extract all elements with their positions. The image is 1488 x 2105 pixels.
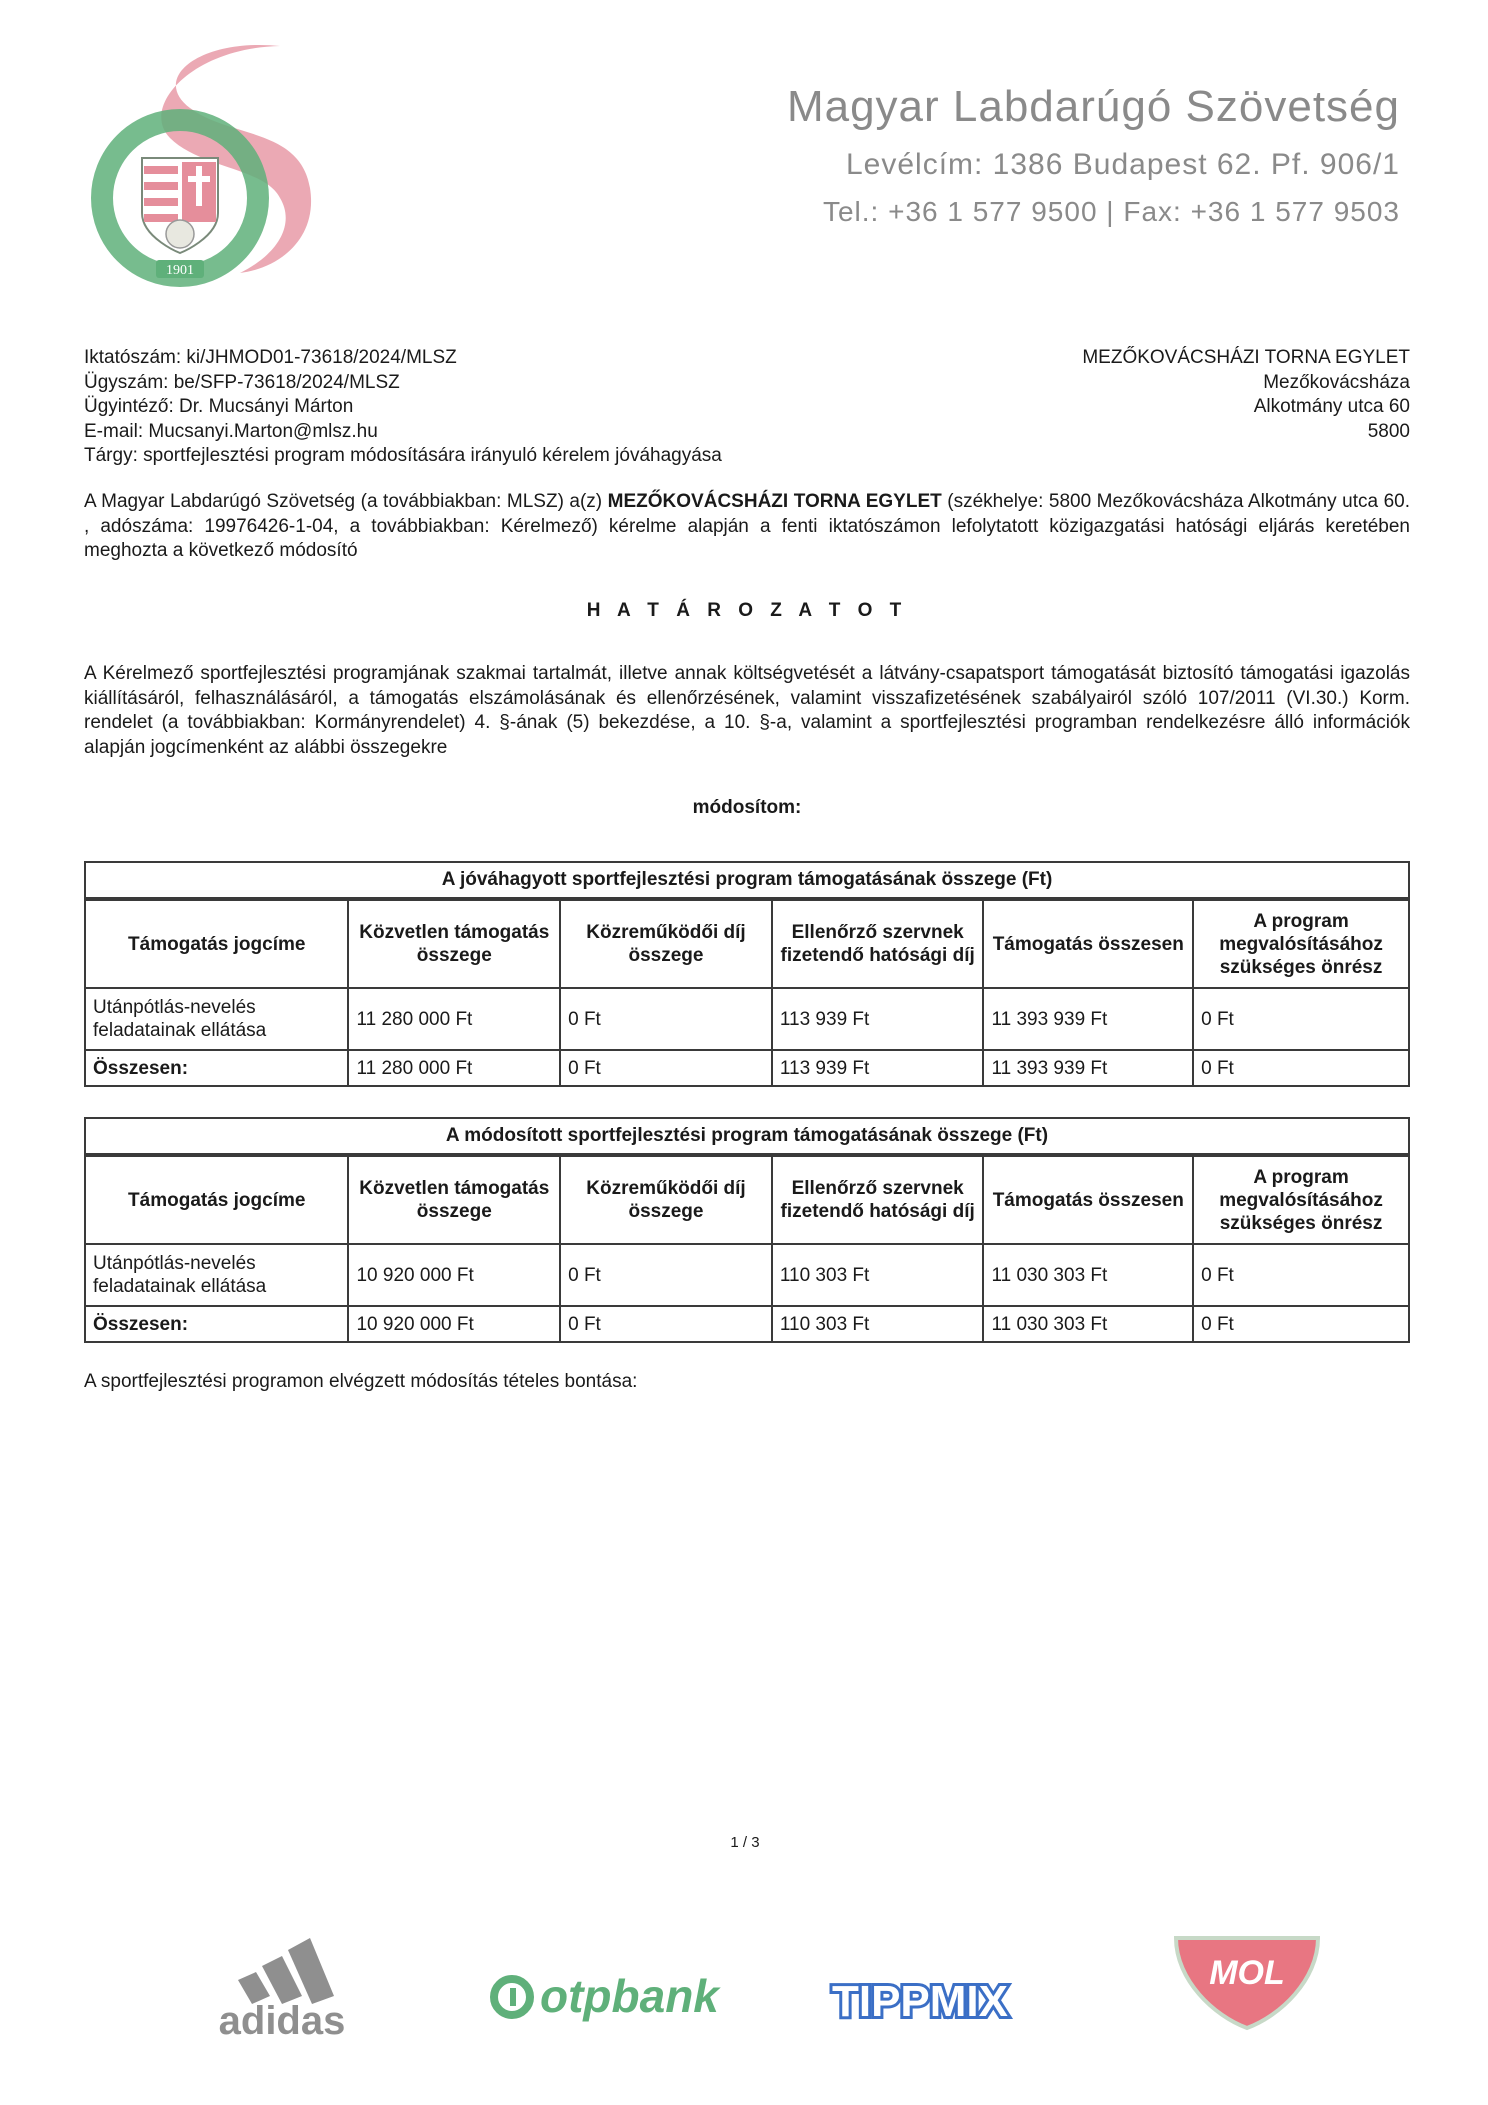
approved-support-table xyxy=(84,899,1410,1087)
col-title: Támogatás jogcíme xyxy=(85,900,348,988)
recipient-city: Mezőkovácsháza xyxy=(1263,371,1410,393)
table-total-row xyxy=(85,1306,1409,1342)
org-name: Magyar Labdarúgó Szövetség xyxy=(786,82,1400,131)
total-own-share: 0 Ft xyxy=(1193,1306,1409,1342)
col-authority-fee: Ellenőrző szervnek fizetendő hatósági díj xyxy=(772,900,984,988)
total-own-share: 0 Ft xyxy=(1193,1050,1409,1086)
adidas-wordmark: adidas xyxy=(218,1999,346,2040)
col-own-share: A program megvalósításához szükséges önrész xyxy=(1193,900,1409,988)
col-authority-fee: Ellenőrző szervnek fizetendő hatósági díj xyxy=(772,1156,984,1244)
col-total: Támogatás összesen xyxy=(983,1156,1193,1244)
file-number: Iktatószám: ki/JHMOD01-73618/2024/MLSZ xyxy=(84,347,457,368)
table-header-row xyxy=(85,900,1409,988)
adidas-logo xyxy=(219,1938,346,2040)
body-paragraph: A Kérelmező sportfejlesztési programjának szakmai tartalmát, illetve annak költségvetését a látvány-csapatsport támogatását biztosító támogatási igazolás kiállításáról, felhasználásáról, a támogatás elszámolásának és ellenőrzésének, valamint visszafizetésének szabályairól szóló 107/2011 (VI.30.) Korm. rendelet (a továbbiakban: Kormányrendelet) 4. §-ának (5) bekezdése, a 10. §-a, valamint a sportfejlesztési programban rendelkezésre álló információk alapján jogcímenként az alábbi összegekre xyxy=(84,663,1410,758)
total-label: Összesen: xyxy=(85,1306,348,1342)
intro-before: A Magyar Labdarúgó Szövetség (a továbbiakban: MLSZ) a(z) xyxy=(84,491,608,512)
total-agent-fee: 0 Ft xyxy=(560,1050,772,1086)
col-direct: Közvetlen támogatás összege xyxy=(348,900,560,988)
page-number: 1 / 3 xyxy=(730,1834,760,1851)
cell-agent-fee: 0 Ft xyxy=(560,988,772,1050)
total-label: Összesen: xyxy=(85,1050,348,1086)
cell-agent-fee: 0 Ft xyxy=(560,1244,772,1306)
cell-authority-fee: 110 303 Ft xyxy=(772,1244,984,1306)
decision-heading: H A T Á R O Z A T O T xyxy=(586,600,908,621)
table-row xyxy=(85,1244,1409,1306)
cell-total: 11 030 303 Ft xyxy=(983,1244,1193,1306)
tippmix-wordmark: TIPPMIX xyxy=(831,1977,1009,2026)
case-meta xyxy=(84,346,844,469)
cell-direct: 11 280 000 Ft xyxy=(348,988,560,1050)
table-total-row xyxy=(85,1050,1409,1086)
total-total: 11 030 303 Ft xyxy=(983,1306,1193,1342)
cell-own-share: 0 Ft xyxy=(1193,988,1409,1050)
tippmix-logo xyxy=(832,1977,1008,2026)
cell-total: 11 393 939 Ft xyxy=(983,988,1193,1050)
mlsz-logo xyxy=(80,38,340,288)
col-agent-fee: Közreműködői díj összege xyxy=(560,900,772,988)
col-title: Támogatás jogcíme xyxy=(85,1156,348,1244)
intro-after: (székhelye: 5800 Mezőkovácsháza Alkotmány utca 60. , adószáma: 19976426-1-04, a továbbiakban: Kérelmező) kérelme alapján a fenti iktatószámon lefolytatott közigazgatási hatósági eljárás keretében meghozta a következő módosító xyxy=(84,491,1410,561)
cell-authority-fee: 113 939 Ft xyxy=(772,988,984,1050)
modified-support-table xyxy=(84,1155,1410,1343)
total-direct: 10 920 000 Ft xyxy=(348,1306,560,1342)
otpbank-wordmark: otpbank xyxy=(540,1970,719,2022)
subject: Tárgy: sportfejlesztési program módosítására irányuló kérelem jóváhagyása xyxy=(84,445,722,466)
breakdown-text: A sportfejlesztési programon elvégzett módosítás tételes bontása: xyxy=(84,1371,638,1392)
intro-club-name: MEZŐKOVÁCSHÁZI TORNA EGYLET xyxy=(607,491,942,512)
approved-table-caption: A jóváhagyott sportfejlesztési program támogatásának összege (Ft) xyxy=(84,861,1410,899)
modify-statement: módosítom: xyxy=(692,797,802,818)
recipient-street: Alkotmány utca 60 xyxy=(1253,396,1410,417)
intro-paragraph xyxy=(84,490,1410,564)
total-authority-fee: 110 303 Ft xyxy=(772,1306,984,1342)
org-contact: Tel.: +36 1 577 9500 | Fax: +36 1 577 9503 xyxy=(822,196,1400,227)
total-direct: 11 280 000 Ft xyxy=(348,1050,560,1086)
cell-direct: 10 920 000 Ft xyxy=(348,1244,560,1306)
modified-table-caption: A módosított sportfejlesztési program támogatásának összege (Ft) xyxy=(84,1117,1410,1155)
table-header-row xyxy=(85,1156,1409,1244)
total-agent-fee: 0 Ft xyxy=(560,1306,772,1342)
recipient-name: MEZŐKOVÁCSHÁZI TORNA EGYLET xyxy=(1082,347,1410,368)
cell-own-share: 0 Ft xyxy=(1193,1244,1409,1306)
table-row xyxy=(85,988,1409,1050)
recipient-address xyxy=(900,346,1410,444)
logo-year: 1901 xyxy=(166,263,194,278)
case-number: Ügyszám: be/SFP-73618/2024/MLSZ xyxy=(84,371,400,393)
col-own-share: A program megvalósításához szükséges önrész xyxy=(1193,1156,1409,1244)
total-total: 11 393 939 Ft xyxy=(983,1050,1193,1086)
col-total: Támogatás összesen xyxy=(983,900,1193,988)
case-officer: Ügyintéző: Dr. Mucsányi Márton xyxy=(84,396,354,417)
col-direct: Közvetlen támogatás összege xyxy=(348,1156,560,1244)
org-address: Levélcím: 1386 Budapest 62. Pf. 906/1 xyxy=(845,148,1400,181)
cell-title: Utánpótlás-nevelés feladatainak ellátása xyxy=(85,988,348,1050)
email[interactable]: E-mail: Mucsanyi.Marton@mlsz.hu xyxy=(84,420,378,442)
recipient-zip: 5800 xyxy=(1367,420,1410,442)
otpbank-logo xyxy=(494,1970,721,2022)
mol-logo xyxy=(1176,1938,1318,2028)
mol-wordmark: MOL xyxy=(1209,1954,1285,1992)
total-authority-fee: 113 939 Ft xyxy=(772,1050,984,1086)
col-agent-fee: Közreműködői díj összege xyxy=(560,1156,772,1244)
sponsor-strip xyxy=(0,1920,1488,2040)
cell-title: Utánpótlás-nevelés feladatainak ellátása xyxy=(85,1244,348,1306)
